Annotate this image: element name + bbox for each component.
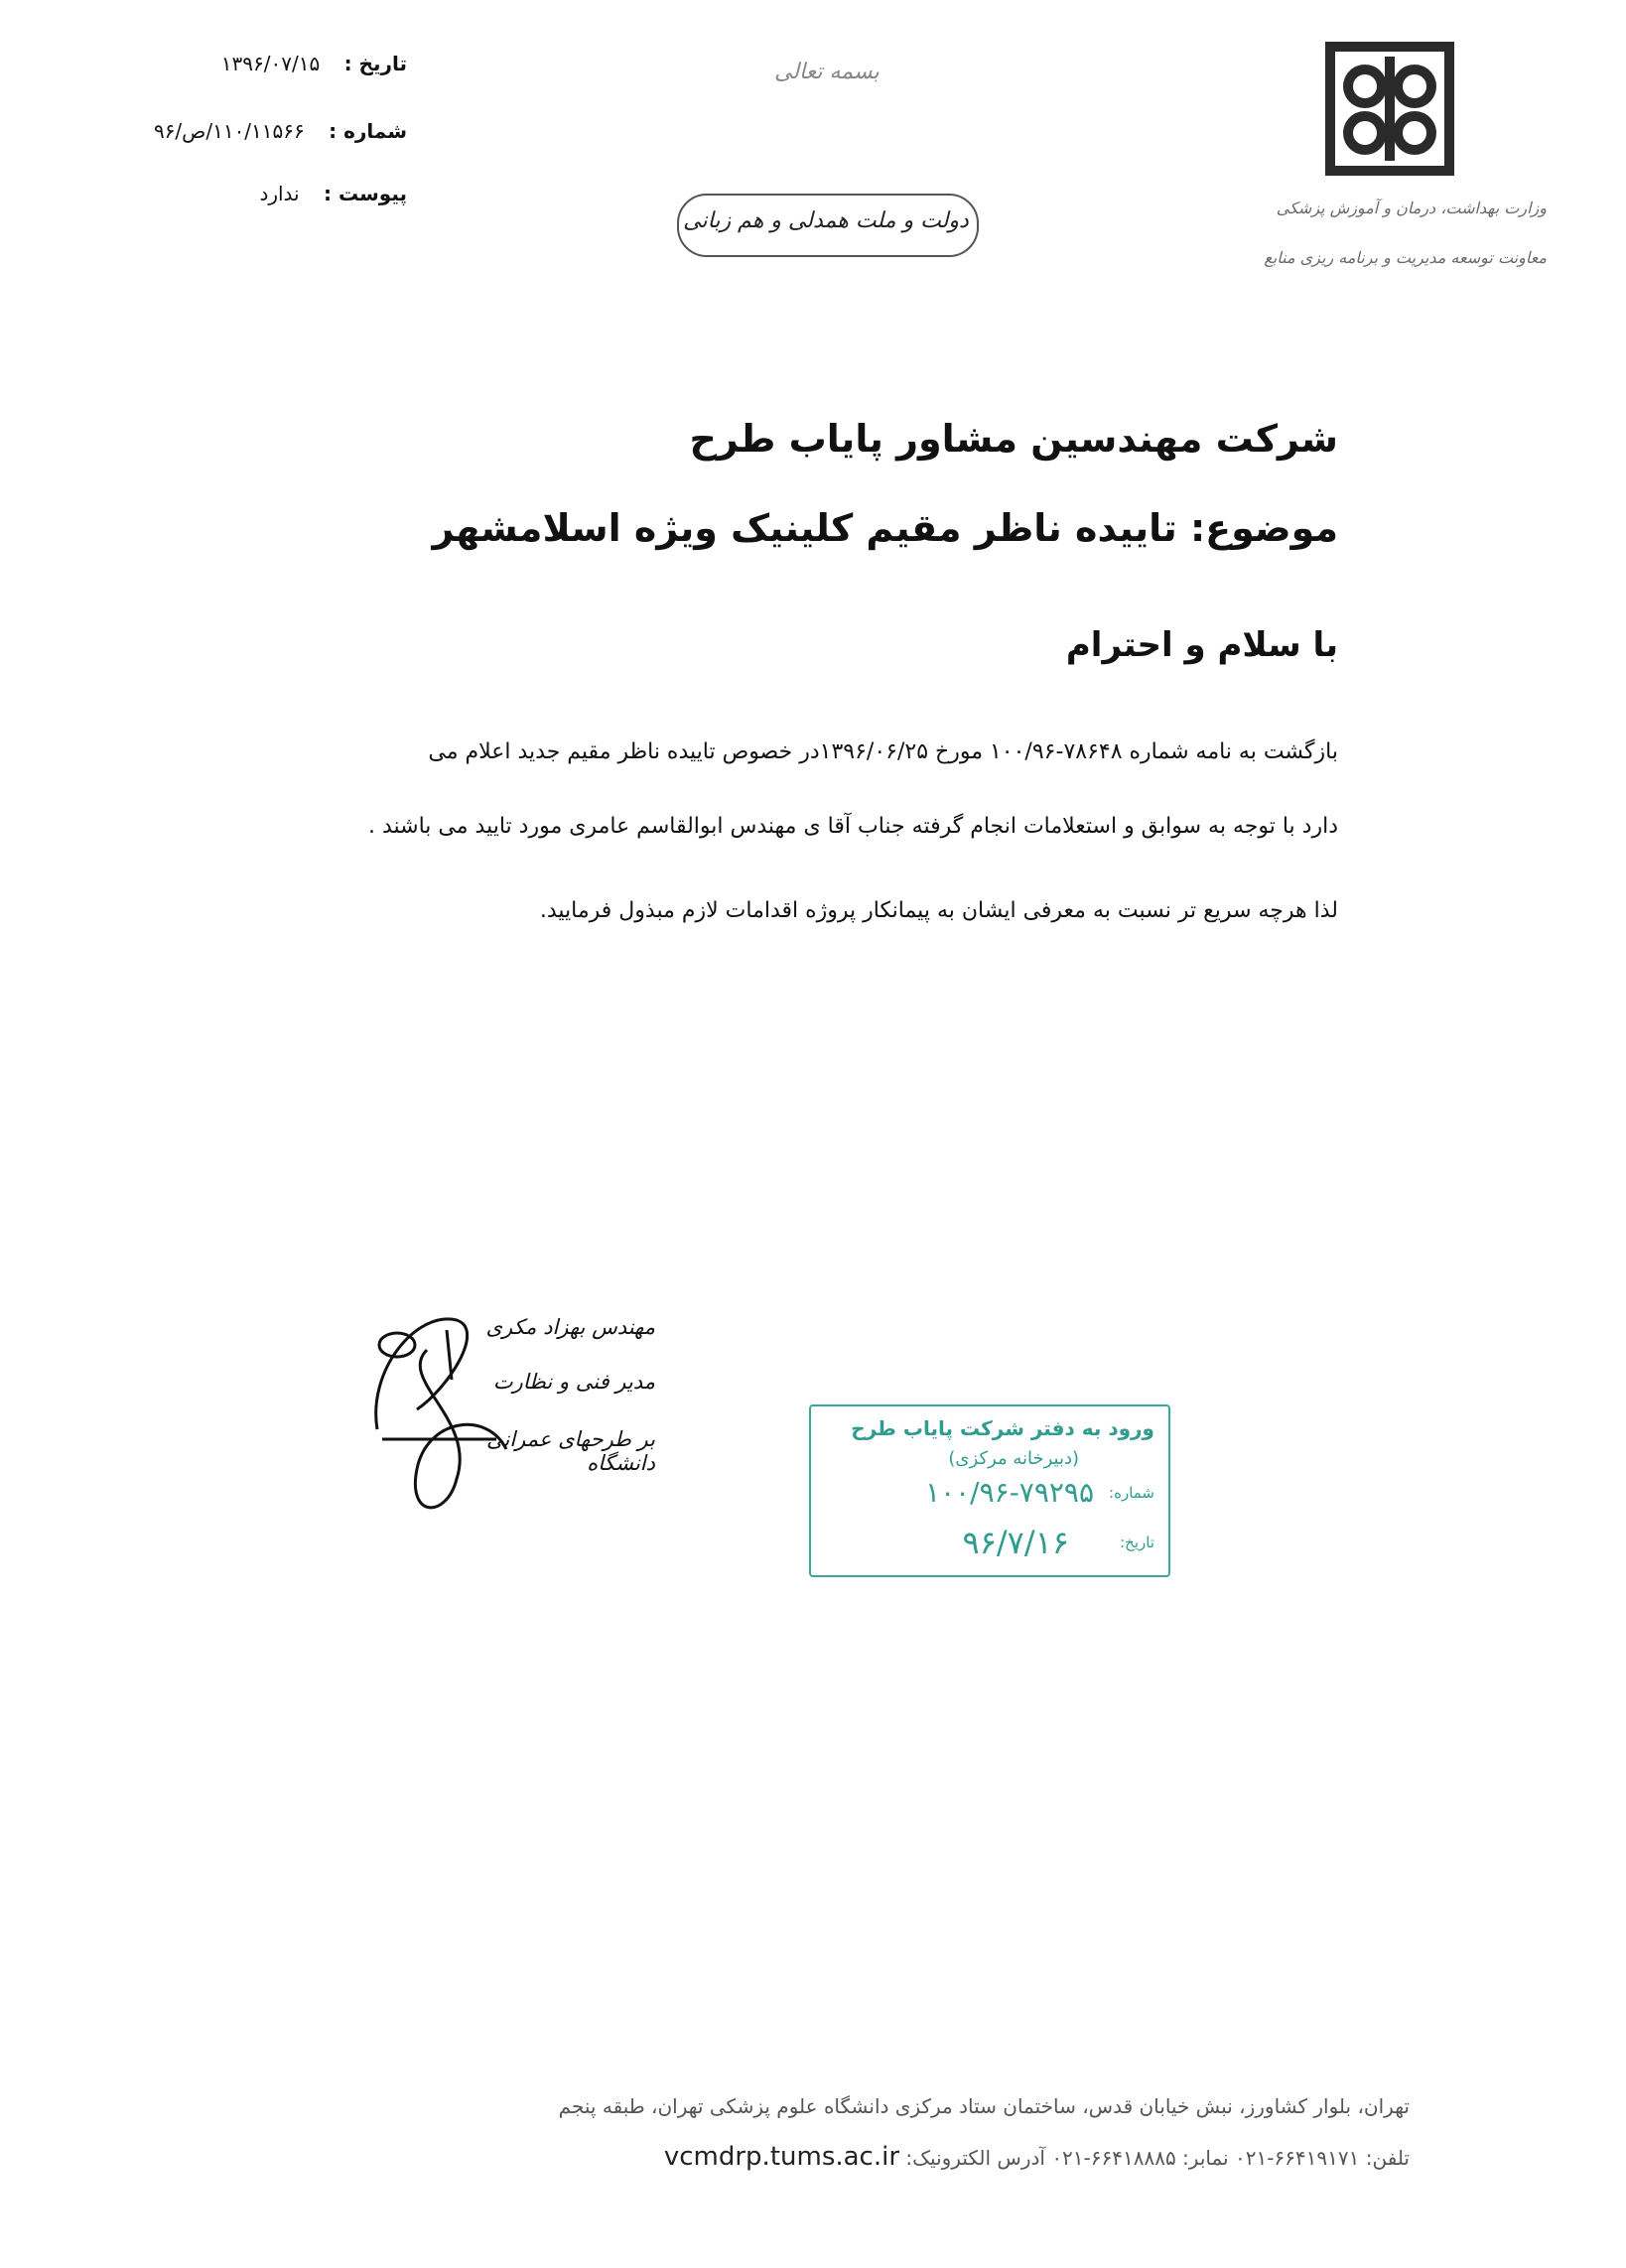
date-value: ۱۳۹۶/۰۷/۱۵ bbox=[220, 52, 321, 75]
receipt-stamp bbox=[809, 1404, 1170, 1577]
footer-contact-text: تلفن: ۶۶۴۱۹۱۷۱-۰۲۱ نمابر: ۶۶۴۱۸۸۸۵-۰۲۱ آدرس الکترونیک: bbox=[905, 2146, 1410, 2170]
number-row bbox=[109, 119, 407, 143]
attachment-label: پیوست : bbox=[323, 182, 407, 205]
stamp-title: ورود به دفتر شرکت پایاب طرح bbox=[851, 1416, 1154, 1440]
footer-contact bbox=[278, 2142, 1410, 2172]
ministry-line2: معاونت توسعه مدیریت و برنامه ریزی منابع bbox=[1264, 248, 1547, 267]
stamp-subtitle: (دبیرخانه مرکزی) bbox=[948, 1448, 1079, 1469]
stamp-number-label: شماره: bbox=[1109, 1484, 1154, 1502]
signatory-title-2: بر طرحهای عمرانی دانشگاه bbox=[485, 1427, 655, 1475]
recipient: شرکت مهندسین مشاور پایاب طرح bbox=[689, 417, 1338, 461]
attachment-value: ندارد bbox=[259, 182, 300, 205]
stamp-number-value: ۱۰۰/۹۶-۷۹۲۹۵ bbox=[925, 1476, 1094, 1509]
signatory-name: مهندس بهزاد مکری bbox=[485, 1315, 655, 1339]
body-line-1: بازگشت به نامه شماره ۷۸۶۴۸-۱۰۰/۹۶ مورخ ۱۳۹۶/۰۶/۲۵در خصوص تاییده ناظر مقیم جدید اعلام می bbox=[428, 739, 1338, 764]
date-label: تاریخ : bbox=[343, 52, 407, 75]
number-value: ۱۱۰/۱۱۵۶۶/ص/۹۶ bbox=[153, 119, 305, 143]
footer-website-link[interactable]: vcmdrp.tums.ac.ir bbox=[663, 2142, 900, 2172]
number-label: شماره : bbox=[329, 119, 407, 143]
date-row bbox=[109, 52, 407, 75]
subject: موضوع: تاییده ناظر مقیم کلینیک ویژه اسلامشهر bbox=[432, 506, 1338, 550]
body-line-2: دارد با توجه به سوابق و استعلامات انجام گرفته جناب آقا ی مهندس ابوالقاسم عامری مورد تایید می باشند . bbox=[367, 814, 1338, 839]
slogan: دولت و ملت همدلی و هم زبانی bbox=[683, 208, 969, 233]
body-line-3: لذا هرچه سریع تر نسبت به معرفی ایشان به پیمانکار پروژه اقدامات لازم مبذول فرمایید. bbox=[539, 898, 1338, 923]
footer-address: تهران، بلوار کشاورز، نبش خیابان قدس، ساختمان ستاد مرکزی دانشگاه علوم پزشکی تهران، طبقه پنجم bbox=[558, 2094, 1410, 2118]
stamp-date-label: تاریخ: bbox=[1120, 1534, 1154, 1551]
stamp-date-value: ۹۶/۷/۱۶ bbox=[962, 1524, 1069, 1561]
bismillah: بسمه تعالی bbox=[774, 60, 880, 84]
signatory-title-1: مدیر فنی و نظارت bbox=[492, 1370, 655, 1394]
attachment-row bbox=[109, 182, 407, 205]
ministry-line1: وزارت بهداشت، درمان و آموزش پزشکی bbox=[1276, 199, 1547, 217]
university-logo-icon bbox=[1325, 42, 1454, 176]
greeting: با سلام و احترام bbox=[1065, 625, 1338, 665]
